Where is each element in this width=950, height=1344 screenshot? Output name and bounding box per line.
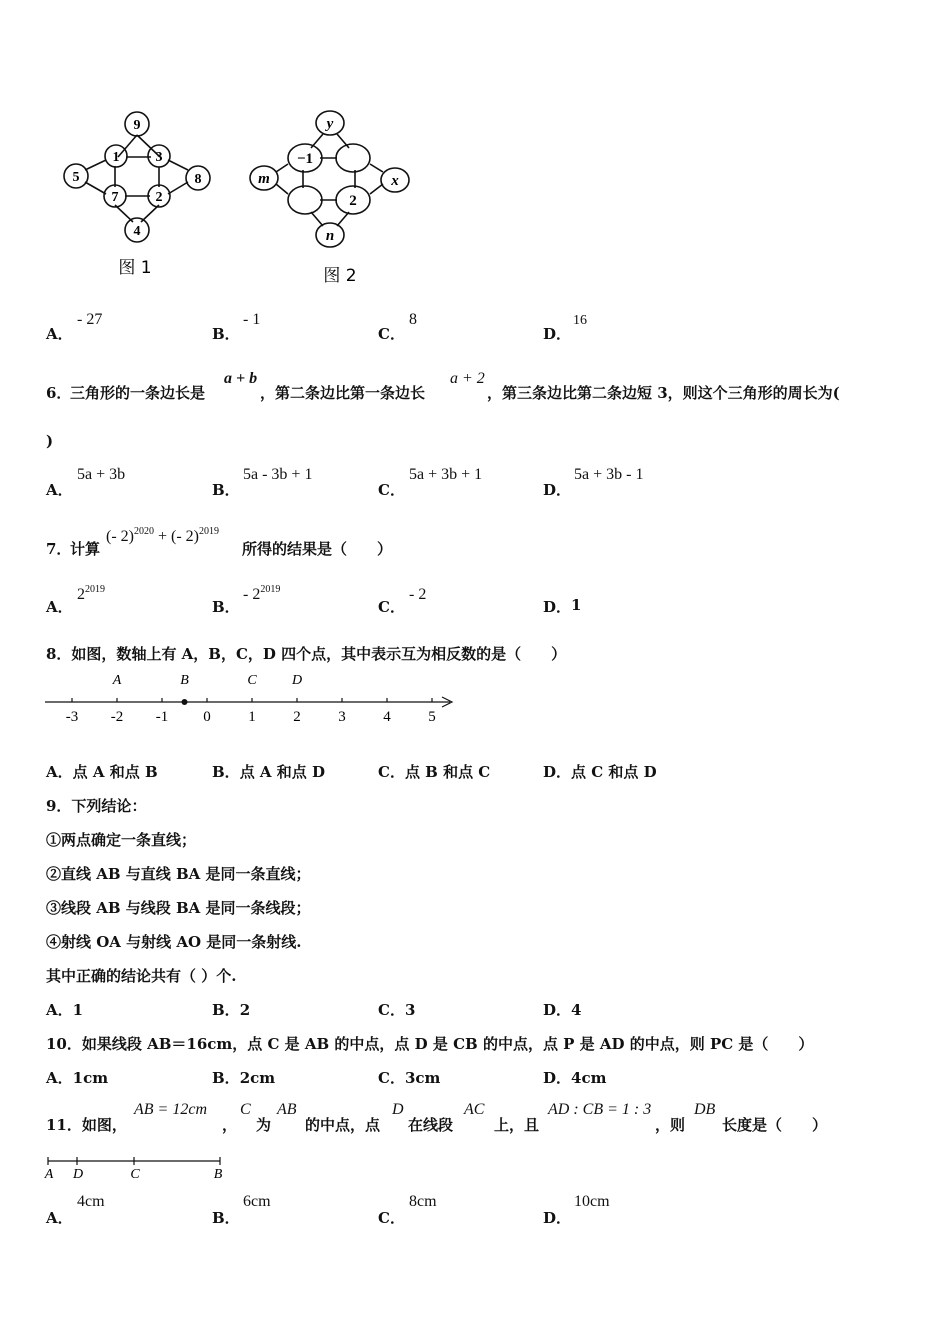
fig2-node: n: [325, 228, 335, 244]
axis-tick-label: -2: [110, 709, 124, 725]
fig1-node: 2: [155, 190, 163, 205]
q10-option-c: [378, 1067, 440, 1088]
q5-option-b-value: - 1: [243, 311, 261, 328]
q6-option-b-value: 5a - 3b + 1: [243, 466, 313, 483]
q7-option-d-value: 1: [571, 596, 582, 614]
q9-option-d-label: D．: [543, 1001, 572, 1019]
q9-text: 9．下列结论：: [46, 797, 147, 815]
q8-option-a-label: A．: [46, 763, 73, 781]
q5-option-c-value: 8: [409, 311, 417, 328]
q9-option-a-label: A．: [46, 1001, 73, 1019]
q11-option-c-value: 8cm: [409, 1193, 437, 1210]
q10-option-d-value: 4cm: [571, 1069, 607, 1087]
q6-math-1: a + b: [224, 370, 258, 387]
q7-option-c-value: - 2: [409, 586, 427, 603]
q9-option-c-value: 3: [404, 1001, 416, 1019]
axis-tick-label: 3: [338, 709, 346, 725]
q11-option-b-value: 6cm: [243, 1193, 271, 1210]
q5-option-b-label: B．: [212, 325, 240, 343]
segment-label: C: [130, 1167, 140, 1182]
q9-option-b: [212, 999, 250, 1020]
q8-option-d-value: 点 C 和点 D: [571, 763, 657, 781]
q11-text-7: ，则: [655, 1116, 686, 1134]
q10-option-c-label: C．: [378, 1069, 405, 1087]
q11-option-c-label: C．: [378, 1209, 405, 1227]
q5-option-d-label: D．: [543, 325, 572, 343]
q7-text-2: 所得的结果是（ ）: [242, 540, 393, 558]
q11-text-2: ，: [222, 1116, 238, 1134]
q11-option-d-value: 10cm: [574, 1193, 610, 1210]
q7-exp-1: 2020: [133, 526, 154, 537]
number-line: [40, 668, 460, 726]
figure-2: [245, 108, 420, 288]
segment-figure: [42, 1152, 232, 1182]
point-label-c: C: [247, 673, 257, 688]
q5-option-c-label: C．: [378, 325, 405, 343]
axis-tick-label: 1: [248, 709, 256, 725]
q10-option-d: [543, 1067, 606, 1088]
q10-option-c-value: 3cm: [404, 1069, 441, 1087]
q8-option-b-label: B．: [212, 763, 240, 781]
q8-option-d: [543, 761, 657, 782]
q7-exp-2: 2019: [199, 526, 219, 537]
q6-text-1: 三角形的一条边长是: [70, 384, 206, 402]
q6-text-3: ，第三条边比第二条边短 3，则这个三角形的周长为(: [487, 384, 840, 402]
q8-option-c-value: 点 B 和点 C: [404, 763, 491, 781]
q11-option-a-label: A．: [46, 1209, 73, 1227]
fig2-node: −1: [296, 151, 314, 167]
figure-1: [55, 110, 225, 285]
q7-option-c-label: C．: [378, 598, 405, 616]
q7-expression: [106, 526, 219, 546]
q7-base-1: (- 2): [106, 528, 134, 545]
q6-number: 6．: [46, 384, 72, 402]
fig1-node: 1: [112, 150, 120, 165]
q10-option-a-value: 1cm: [72, 1069, 109, 1087]
point-label-b: B: [180, 673, 189, 688]
q8-option-b: [212, 761, 325, 782]
q11-math-6: AD : CB = 1 : 3: [548, 1101, 652, 1118]
axis-tick-label: -1: [155, 709, 169, 725]
q7-plus: +: [153, 528, 172, 545]
q6-option-c-label: C．: [378, 481, 405, 499]
q6-text-4: ): [46, 432, 54, 450]
q10-option-b: [212, 1067, 275, 1088]
segment-label: A: [44, 1167, 54, 1182]
q10-option-a: [46, 1067, 108, 1088]
q7-option-a-base: 2: [77, 586, 85, 603]
point-label-a: A: [112, 673, 122, 688]
fig1-node: 3: [155, 150, 163, 165]
segment-label: B: [213, 1167, 223, 1182]
q11-math-2: C: [240, 1101, 251, 1118]
q7-base-2: (- 2): [171, 528, 199, 545]
q6-option-d-label: D．: [543, 481, 572, 499]
q11-math-5: AC: [464, 1101, 485, 1118]
q8-option-c: [378, 761, 490, 782]
q11-math-4: D: [392, 1101, 404, 1118]
fig1-node: 9: [133, 118, 141, 133]
q7-option-b-exp: 2019: [260, 584, 281, 595]
q7-option-d-label: D．: [543, 598, 572, 616]
q7-option-a-exp: 2019: [85, 584, 105, 595]
q6-option-a-value: 5a + 3b: [77, 466, 126, 483]
fig1-node: 8: [194, 172, 202, 187]
q9-option-d-value: 4: [571, 1001, 582, 1019]
axis-tick-label: 2: [293, 709, 301, 725]
q11-text-5: 在线段: [408, 1116, 454, 1134]
axis-tick-label: -3: [65, 709, 79, 725]
point-label-d: D: [291, 673, 303, 688]
q7-text-1: 计算: [70, 540, 101, 558]
q10-option-b-label: B．: [212, 1069, 240, 1087]
q11-text-4: 的中点，点: [305, 1116, 381, 1134]
q7-number: 7．: [46, 540, 72, 558]
q9-option-c-label: C．: [378, 1001, 405, 1019]
q10-text: 10．如果线段 AB＝16cm，点 C 是 AB 的中点，点 D 是 CB 的中点，点 P 是 AD 的中点，则 PC 是（ ）: [46, 1035, 814, 1053]
fig2-node: 2: [349, 193, 357, 209]
q10-option-d-label: D．: [543, 1069, 572, 1087]
fig2-caption: 图 2: [323, 266, 357, 286]
q8-option-b-value: 点 A 和点 D: [239, 763, 326, 781]
q11-option-a-value: 4cm: [77, 1193, 105, 1210]
axis-tick-label: 4: [383, 709, 391, 725]
q8-option-a-value: 点 A 和点 B: [72, 763, 158, 781]
q9-option-b-value: 2: [239, 1001, 251, 1019]
q6-option-a-label: A．: [46, 481, 73, 499]
fig1-caption: 图 1: [118, 258, 152, 278]
q5-option-a-label: A．: [46, 325, 73, 343]
q7-option-b-value: [243, 584, 280, 604]
q11-math-7: DB: [694, 1101, 716, 1118]
point-dot-b: [182, 699, 188, 705]
q6-option-b-label: B．: [212, 481, 240, 499]
q11-option-d-label: D．: [543, 1209, 572, 1227]
q10-option-a-label: A．: [46, 1069, 73, 1087]
q8-option-c-label: C．: [378, 763, 405, 781]
q6-text-2: ，第二条边比第一条边长: [260, 384, 426, 402]
q7-option-a-label: A．: [46, 598, 73, 616]
segment-label: D: [72, 1167, 84, 1182]
q7-option-b-base: - 2: [243, 586, 261, 603]
q11-math-3: AB: [277, 1101, 297, 1118]
q8-option-a: [46, 761, 158, 782]
axis-tick-label: 0: [203, 709, 211, 725]
q5-option-a-value: - 27: [77, 311, 103, 328]
q9-option-a: [46, 999, 83, 1020]
q11-option-b-label: B．: [212, 1209, 240, 1227]
q6-option-d-value: 5a + 3b - 1: [574, 466, 644, 483]
q9-question: 其中正确的结论共有（ ）个.: [46, 967, 237, 985]
q9-option-c: [378, 999, 415, 1020]
q11-text-3: 为: [256, 1116, 272, 1134]
q5-option-d-value: 16: [573, 313, 587, 328]
q9-item: ④射线 OA 与射线 AO 是同一条射线.: [46, 933, 302, 951]
q10-option-b-value: 2cm: [239, 1069, 276, 1087]
q9-option-a-value: 1: [72, 1001, 84, 1019]
fig2-node: y: [326, 116, 334, 132]
q8-text: 8．如图，数轴上有 A，B，C，D 四个点，其中表示互为相反数的是（ ）: [46, 645, 567, 663]
q7-option-a-value: [77, 584, 105, 604]
fig1-node: 4: [133, 224, 141, 239]
q11-text-1: 11．如图，: [46, 1116, 127, 1134]
q11-math-1: AB = 12cm: [134, 1101, 207, 1118]
q11-text-8: 长度是（ ）: [722, 1116, 828, 1134]
q6-option-c-value: 5a + 3b + 1: [409, 466, 483, 483]
q9-option-d: [543, 999, 581, 1020]
q6-math-2: a + 2: [450, 370, 485, 387]
q11-text-6: 上，且: [494, 1116, 540, 1134]
q9-item: ①两点确定一条直线；: [46, 831, 197, 849]
q9-option-b-label: B．: [212, 1001, 240, 1019]
q9-item: ③线段 AB 与线段 BA 是同一条线段；: [46, 899, 311, 917]
fig2-node: x: [391, 173, 399, 189]
fig2-node: m: [258, 171, 270, 187]
fig1-node: 5: [72, 170, 80, 185]
q7-option-b-label: B．: [212, 598, 240, 616]
fig1-node: 7: [111, 190, 119, 205]
q9-item: ②直线 AB 与直线 BA 是同一条直线；: [46, 865, 311, 883]
axis-tick-label: 5: [428, 709, 436, 725]
q8-option-d-label: D．: [543, 763, 572, 781]
